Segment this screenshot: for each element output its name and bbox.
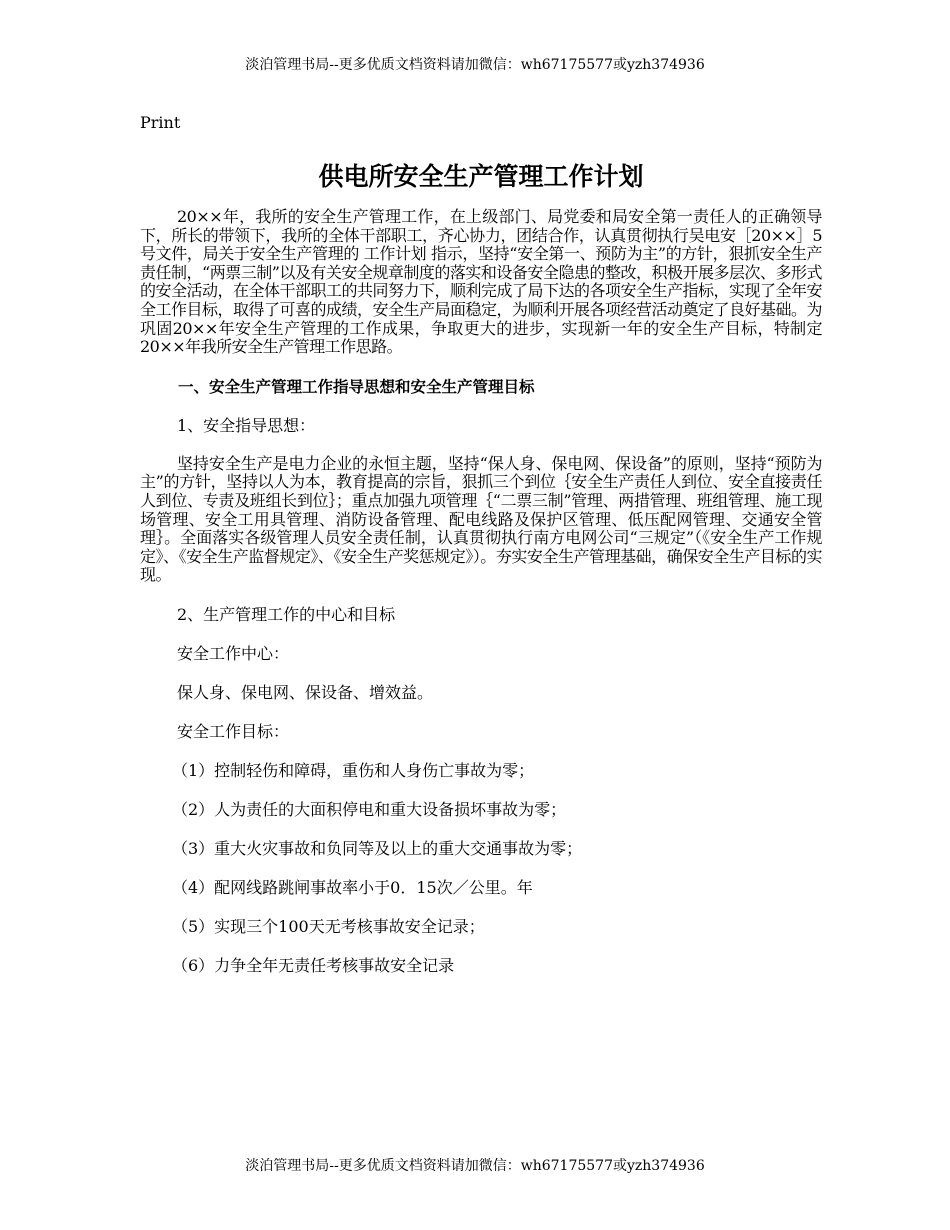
page-header: 淡泊管理书局--更多优质文档资料请加微信：wh67175577或yzh374936 [245,57,705,73]
safety-center-label: 安全工作中心： [177,643,290,663]
guiding-thought-paragraph: 坚持安全生产是电力企业的永恒主题，坚持“保人身、保电网、保设备”的原则，坚持“预防为主”的方针，坚持以人为本，教育提高的宗旨，狠抓三个到位｛安全生产责任人到位、安全直接责任人到位、专责及班组长到位｝；重点加强九项管理｛“二票三制”管理、两措管理、班组管理、施工现场管理、安全工用具管理、消防设备管理、配电线路及保护区管理、低压配网管理、交通安全管理｝。全面落实各级管理人员安全责任制，认真贯彻执行南方电网公司“三规定”（《安全生产工作规定》、《安全生产监督规定》、《安全生产奖惩规定》）。夯实安全生产管理基础，确保安全生产目标的实现。 [140,453,822,585]
list-item: （2）人为责任的大面积停电和重大设备损坏事故为零； [172,799,567,819]
page-footer: 淡泊管理书局--更多优质文档资料请加微信：wh67175577或yzh374936 [245,1158,705,1174]
safety-goals-label: 安全工作目标： [177,721,290,741]
intro-paragraph: 20××年，我所的安全生产管理工作，在上级部门、局党委和局安全第一责任人的正确领导下，所长的带领下，我所的全体干部职工，齐心协力，团结合作，认真贯彻执行吴电安［20××］5号文件，局关于安全生产管理的 工作计划 指示，坚持“安全第一、预防为主”的方针，狠抓安全生产责任制，“两票三制”以及有关安全规章制度的落实和设备安全隐患的整改，积极开展多层次、多形式的安全活动，在全体干部职工的共同努力下，顺利完成了局下达的各项安全生产指标，实现了全年安全工作目标，取得了可喜的成绩，安全生产局面稳定，为顺利开展各项经营活动奠定了良好基础。为巩固20××年安全生产管理的工作成果，争取更大的进步，实现新一年的安全生产目标，特制定20××年我所安全生产管理工作思路。 [140,207,823,357]
subheading-center-and-goals: 2、生产管理工作的中心和目标 [177,604,396,624]
list-item: （5）实现三个100天无考核事故安全记录； [172,916,485,936]
list-item: （3）重大火灾事故和负同等及以上的重大交通事故为零； [172,838,583,858]
list-item: （4）配网线路跳闸事故率小于0．15次／公里。年 [172,877,533,897]
section-heading-1: 一、安全生产管理工作指导思想和安全生产管理目标 [178,377,535,396]
list-item: （1）控制轻伤和障碍，重伤和人身伤亡事故为零； [172,760,535,780]
subheading-guiding-thought: 1、安全指导思想： [177,415,316,435]
safety-goals-list [140,761,822,976]
list-item: （6）力争全年无责任考核事故安全记录 [172,955,455,975]
document-body [140,112,822,995]
document-title: 供电所安全生产管理工作计划 [318,162,644,191]
print-label: Print [140,113,181,132]
safety-center-text: 保人身、保电网、保设备、增效益。 [177,682,434,702]
